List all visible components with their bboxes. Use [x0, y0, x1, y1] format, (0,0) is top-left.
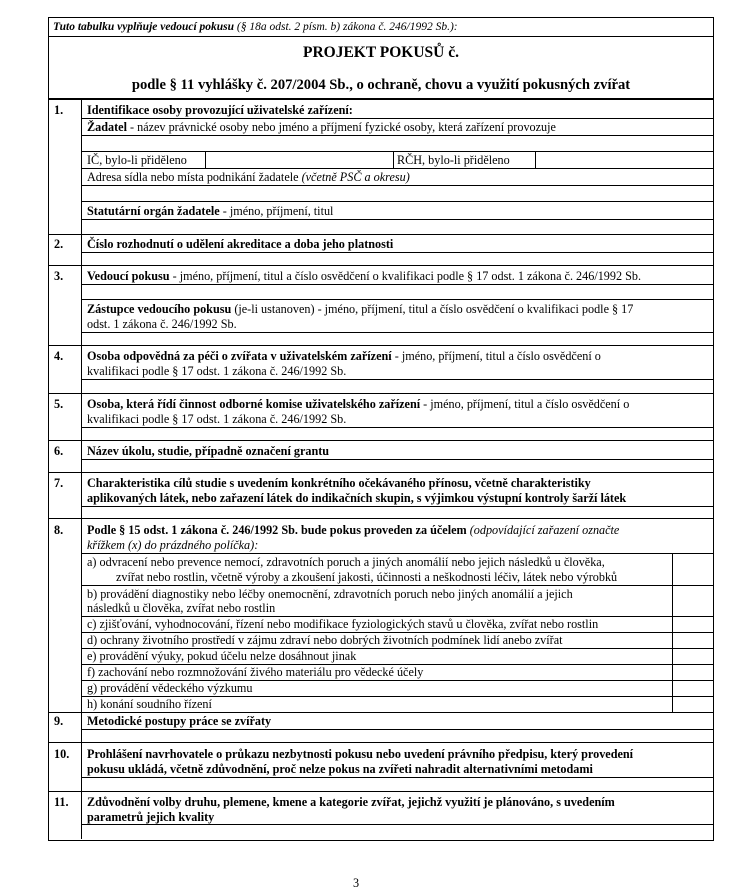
animal-care-field[interactable] [82, 380, 713, 393]
rch-label: RČH, bylo-li přiděleno [397, 153, 510, 167]
section-11-number: 11. [54, 795, 69, 809]
section-10-heading-line2: pokusu ukládá, včetně zdůvodnění, proč nelze pokus na zvířeti nahradit alternativními metodami [87, 762, 593, 776]
purpose-option-f: f) zachování nebo rozmnožování živého materiálu pro vědecké účely [87, 665, 424, 679]
leader-label-bold: Vedoucí pokusu [87, 269, 170, 283]
purpose-option-c: c) zjišťování, vyhodnocování, řízení nebo modifikace fyziologických stavů u člověka, zvířat nebo rostlin [87, 617, 599, 631]
study-goals-field[interactable] [82, 507, 713, 518]
section-11-heading-line2: parametrů jejich kvality [87, 810, 215, 824]
applicant-label-bold: Žadatel [87, 120, 127, 134]
deputy-field[interactable] [82, 333, 713, 345]
ic-field[interactable] [206, 152, 393, 168]
section-4-number: 4. [54, 349, 64, 363]
section-3-number: 3. [54, 269, 64, 283]
rch-field[interactable] [536, 152, 713, 168]
accreditation-field[interactable] [82, 253, 713, 265]
statutory-label-bold: Statutární orgán žadatele [87, 204, 220, 218]
species-field[interactable] [82, 825, 713, 839]
page-number: 3 [353, 876, 360, 890]
purpose-option-h: h) konání soudního řízení [87, 697, 212, 711]
purpose-option-g: g) provádění vědeckého výzkumu [87, 681, 253, 695]
applicant-label [87, 120, 556, 135]
purpose-heading-bold: Podle § 15 odst. 1 zákona č. 246/1992 Sb. bude pokus proveden za účelem [87, 523, 467, 537]
deputy-label-bold: Zástupce vedoucího pokusu [87, 302, 232, 316]
section-1-heading: Identifikace osoby provozující uživatelské zařízení: [87, 103, 353, 117]
deputy-label [87, 302, 633, 317]
purpose-heading-line2: křížkem (x) do prázdného políčka): [87, 538, 259, 552]
statutory-field[interactable] [82, 220, 713, 233]
task-name-field[interactable] [82, 460, 713, 472]
statutory-label-rest: - jméno, příjmení, titul [219, 204, 334, 218]
section-5-number: 5. [54, 397, 64, 411]
animal-care-label-line2: kvalifikaci podle § 17 odst. 1 zákona č. 246/1992 Sb. [87, 364, 347, 378]
section-6-number: 6. [54, 444, 64, 458]
section-9-number: 9. [54, 714, 64, 728]
section-10-heading: Prohlášení navrhovatele o průkazu nezbytnosti pokusu nebo uvedení právního předpisu, který provedení [87, 747, 634, 761]
section-2-heading: Číslo rozhodnutí o udělení akreditace a doba jeho platnosti [87, 237, 394, 251]
committee-field[interactable] [82, 428, 713, 440]
address-label [87, 170, 410, 185]
purpose-option-b-line2: následků u člověka, zvířat nebo rostlin [87, 601, 276, 615]
animal-care-label-bold: Osoba odpovědná za péči o zvířata v uživatelském zařízení [87, 349, 392, 363]
deputy-label-line2: odst. 1 zákona č. 246/1992 Sb. [87, 317, 237, 331]
statutory-label [87, 204, 333, 219]
applicant-field[interactable] [82, 136, 713, 151]
section-7-heading-line2: aplikovaných látek, nebo zařazení látek do indikačních skupin, s výjimkou výstupní kontroly šarží látek [87, 491, 627, 505]
animal-care-label [87, 349, 601, 364]
section-6-heading: Název úkolu, studie, případně označení grantu [87, 444, 330, 458]
section-7-heading: Charakteristika cílů studie s uvedením konkrétního očekávaného přínosu, včetně charakteristiky [87, 476, 591, 490]
address-field[interactable] [82, 186, 713, 201]
committee-label [87, 397, 629, 412]
applicant-label-rest: - název právnické osoby nebo jméno a příjmení fyzické osoby, která zařízení provozuje [126, 120, 556, 134]
section-10-number: 10. [54, 747, 70, 761]
purpose-checkbox-f[interactable] [672, 665, 713, 680]
purpose-checkbox-e[interactable] [672, 649, 713, 664]
purpose-checkbox-g[interactable] [672, 681, 713, 696]
section-9-heading: Metodické postupy práce se zvířaty [87, 714, 272, 728]
leader-label-rest: - jméno, příjmení, titul a číslo osvědčení o kvalifikaci podle § 17 odst. 1 zákona č. 246/1992 Sb. [169, 269, 642, 283]
purpose-option-a-line2: zvířat nebo rostlin, včetně výroby a zkoušení jakosti, účinnosti a neškodnosti léčiv, látek nebo výrobků [116, 570, 618, 584]
purpose-checkbox-h[interactable] [672, 697, 713, 712]
purpose-option-a: a) odvracení nebo prevence nemocí, zdravotních poruch a jiných anomálií nebo jejich následků u člověka, [87, 555, 605, 569]
section-2-number: 2. [54, 237, 64, 251]
purpose-option-b: b) provádění diagnostiky nebo léčby onemocnění, zdravotních poruch nebo jiných anomálií a jejich [87, 587, 573, 601]
address-label-italic: (včetně PSČ a okresu) [301, 170, 410, 184]
section-1-number: 1. [54, 103, 64, 117]
header-note-rest: (§ 18a odst. 2 písm. b) zákona č. 246/1992 Sb.): [234, 21, 458, 33]
committee-label-bold: Osoba, která řídí činnost odborné komise uživatelského zařízení [87, 397, 421, 411]
section-7-number: 7. [54, 476, 64, 490]
necessity-field[interactable] [82, 778, 713, 791]
address-label-text: Adresa sídla nebo místa podnikání žadatele [87, 170, 302, 184]
purpose-checkbox-a[interactable] [672, 554, 713, 585]
purpose-option-e: e) provádění výuky, pokud účelu nelze dosáhnout jinak [87, 649, 357, 663]
animal-care-label-rest: - jméno, příjmení, titul a číslo osvědčení o [391, 349, 601, 363]
section-8-number: 8. [54, 523, 64, 537]
leader-label [87, 269, 641, 284]
header-note [53, 20, 458, 35]
purpose-checkbox-b[interactable] [672, 586, 713, 616]
leader-field[interactable] [82, 285, 713, 299]
header-note-bold: Tuto tabulku vyplňuje vedoucí pokusu [53, 21, 235, 33]
form-subtitle: podle § 11 vyhlášky č. 207/2004 Sb., o ochraně, chovu a využití pokusných zvířat [131, 77, 631, 93]
purpose-heading-italic: (odpovídající zařazení označte [466, 523, 620, 537]
purpose-checkbox-d[interactable] [672, 633, 713, 648]
form-title: PROJEKT POKUSŮ č. [302, 44, 459, 61]
section-11-heading: Zdůvodnění volby druhu, plemene, kmene a kategorie zvířat, jejichž využití je plánováno, s uvedením [87, 795, 615, 809]
deputy-label-rest: (je-li ustanoven) - jméno, příjmení, titul a číslo osvědčení o kvalifikaci podle § 17 [231, 302, 634, 316]
purpose-checkbox-c[interactable] [672, 617, 713, 632]
ic-label: IČ, bylo-li přiděleno [87, 153, 187, 167]
committee-label-line2: kvalifikaci podle § 17 odst. 1 zákona č. 246/1992 Sb. [87, 412, 347, 426]
methods-field[interactable] [82, 730, 713, 742]
committee-label-rest: - jméno, příjmení, titul a číslo osvědčení o [420, 397, 630, 411]
purpose-option-d: d) ochrany životního prostředí v zájmu zdraví nebo dobrých životních podmínek lidí anebo zvířat [87, 633, 563, 647]
purpose-heading [87, 523, 619, 538]
